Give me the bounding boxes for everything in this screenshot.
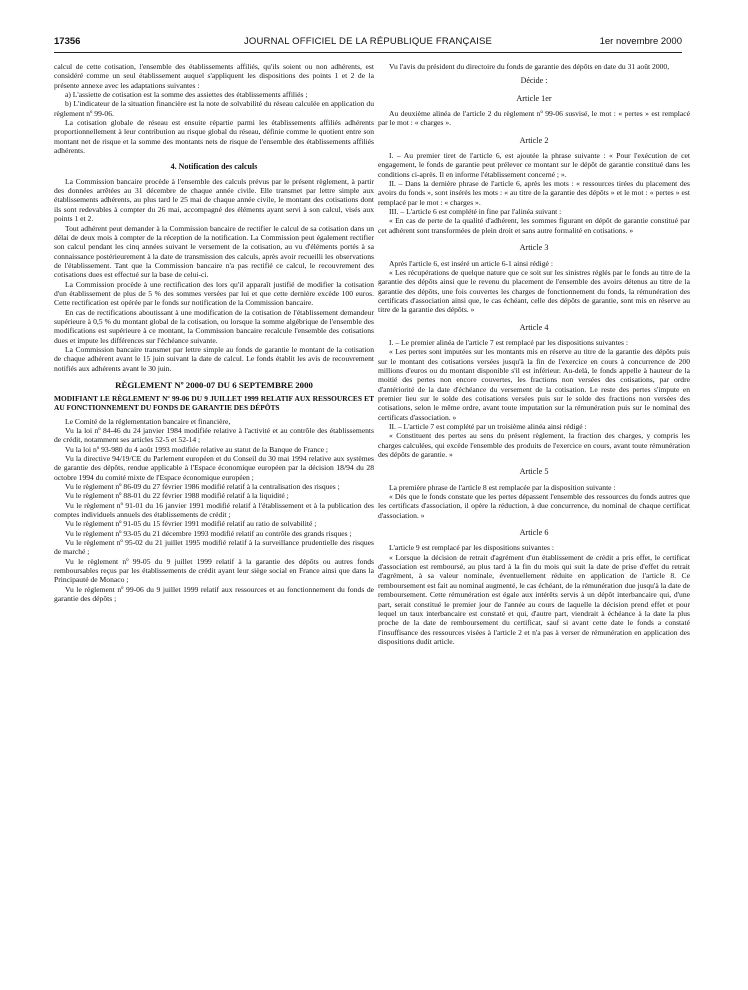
visa-item: Vu le règlement nº 99-05 du 9 juillet 1999 relatif à la garantie des dépôts ou autres fonds remboursables reçus par les établissements de crédit ayant leur siège social en France ainsi que dans la Principauté de Monaco ; bbox=[54, 556, 374, 585]
visa-item: Vu la loi nº 93-980 du 4 août 1993 modifiée relative au statut de la Banque de France ; bbox=[65, 444, 328, 454]
article-3-title: Article 3 bbox=[519, 243, 549, 253]
paragraph: b) L'indicateur de la situation financière est la note de solvabilité du réseau calculée en application du règlement nº 99-06. bbox=[54, 99, 374, 118]
paragraph: « Dès que le fonds constate que les pertes dépassent l'ensemble des ressources du fonds autres que les certificats d'association, il opère la réduction, à due concurrence, du nominal de chaque certificat d'association. » bbox=[378, 492, 690, 520]
paragraph: « Les pertes sont imputées sur les montants mis en réserve au titre de la garantie des dépôts puis sur le montant des cotisations versées jusqu'à la fin de l'exercice en cours à concurrence de 200 millions d'euros ou du montant disponible s'il est inférieur. Au-delà, le fonds appelle à hauteur de la moitié des pertes non encore couvertes, les fractions non versées des cotisations, par ordre d'antériorité de la date d'échéance du versement de la cotisation. Le reste des pertes s'impute en premier lieu sur le solde des cotisations versées puis sur le solde des fractions non versées des cotisations, selon le même ordre, avant toute imputation sur la rémunération puis sur le nominal des certificats d'association. » bbox=[378, 347, 690, 422]
publication-date: 1er novembre 2000 bbox=[599, 36, 682, 47]
paragraph: calcul de cette cotisation, l'ensemble des établissements affiliés, qu'ils soient ou non adhérents, est considéré comme un seul établissement auquel s'appliquent les dispositions des points 1 et 2 de la présente annexe avec les adaptations suivantes : bbox=[54, 62, 374, 90]
paragraph: La première phrase de l'article 8 est remplacée par la disposition suivante : bbox=[389, 482, 616, 492]
visa-item: Vu le règlement nº 86-09 du 27 février 1986 modifié relatif à la centralisation des risques ; bbox=[65, 481, 340, 491]
visa-item: Vu le règlement nº 93-05 du 21 décembre 1993 modifié relatif au contrôle des grands risques ; bbox=[65, 528, 352, 538]
paragraph: L'article 9 est remplacé par les dispositions suivantes : bbox=[389, 543, 555, 553]
paragraph: La cotisation globale de réseau est ensuite répartie parmi les établissements affiliés adhérents proportionnellement à leur contribution au risque global du réseau, définie comme le quotient entre son montant net de risque et la somme des montants nets de risque de l'ensemble des établissements affiliés adhérents. bbox=[54, 118, 374, 156]
paragraph: « Les récupérations de quelque nature que ce soit sur les sinistres réglés par le fonds au titre de la garantie des dépôts ainsi que le revenu du placement de l'ensemble des avoirs détenus au titre de la garantie des dépôts, une fois couvertes les charges de fonctionnement du fonds, la rémunération des certificats d'association ainsi que, le cas échéant, celle des dépôts de garantie, sont mis en réserve au titre de la garantie des dépôts. » bbox=[378, 267, 690, 315]
visa-item: Vu la loi nº 84-46 du 24 janvier 1984 modifiée relative à l'activité et au contrôle des établissements de crédit, notamment ses articles 52-5 et 52-14 ; bbox=[54, 425, 374, 445]
visa-item: Vu le règlement nº 99-06 du 9 juillet 1999 relatif aux ressources et au fonctionnement du fonds de garantie des dépôts ; bbox=[54, 584, 374, 604]
paragraph: En cas de rectifications aboutissant à une modification de la cotisation de l'établissement demandeur supérieure à 0,5 % du montant global de la cotisation, ou lorsque la somme algébrique de l'ensemble des modifications est supérieure à ce montant, la Commission bancaire recalcule l'ensemble des cotisations dues et impute les différences sur l'échéance suivante. bbox=[54, 307, 374, 345]
paragraph: a) L'assiette de cotisation est la somme des assiettes des établissements affiliés ; bbox=[65, 90, 308, 100]
paragraph: Au deuxième alinéa de l'article 2 du règlement nº 99-06 susvisé, le mot : « pertes » est remplacé par le mot : « charges ». bbox=[378, 109, 690, 128]
paragraph: II. – Dans la dernière phrase de l'article 6, après les mots : « ressources tirées du placement des avoirs du fonds », sont insérés les mots : « au titre de la garantie des dépôts » et le mot : « pertes » est remplacé par le mot : « charges ». bbox=[378, 179, 690, 207]
paragraph: III. – L'article 6 est complété in fine par l'alinéa suivant : bbox=[389, 207, 562, 217]
visa-item: Vu l'avis du président du directoire du fonds de garantie des dépôts en date du 31 août 2000, bbox=[389, 62, 670, 71]
paragraph: La Commission bancaire transmet par lettre simple au fonds de garantie le montant de la cotisation de chaque adhérent avant le 15 juin suivant la date de calcul. Le fonds établit les avis de recouvrement notifiés aux adhérents avant le 30 juin. bbox=[54, 344, 374, 373]
page-header bbox=[54, 36, 682, 52]
paragraph: Tout adhérent peut demander à la Commission bancaire de rectifier le calcul de sa cotisation dans un délai de deux mois à compter de la réception de la notification. La Commission peut également rectifier son calcul pendant les cinq années suivant le versement de la cotisation, au vu d'éléments portés à sa connaissance postérieurement à la date de transmission des calculs, après avoir recueilli les observations de l'établissement. Tant que la Commission bancaire n'a pas rectifié ce calcul, le recouvrement des cotisations dues est effectué sur la base de celui-ci. bbox=[54, 223, 374, 280]
paragraph: I. – Le premier alinéa de l'article 7 est remplacé par les dispositions suivantes : bbox=[389, 337, 629, 347]
journal-title: JOURNAL OFFICIEL DE LA RÉPUBLIQUE FRANÇAISE bbox=[243, 36, 493, 47]
paragraph: La Commission bancaire procède à l'ensemble des calculs prévus par le présent règlement, à partir des données arrêtées au 31 décembre de chaque année civile. Elle transmet par lettre simple aux établissements adhérents, au plus tard le 25 mai de chaque année civile, le montant des cotisations dont ils sont redevables à compter du 26 mai, accompagné des éléments ayant servi à son calcul, visés aux points 1 et 2. bbox=[54, 176, 374, 224]
visa-item: Vu le règlement nº 91-01 du 16 janvier 1991 modifié relatif à l'établissement et à la publication des comptes individuels annuels des établissements de crédit ; bbox=[54, 500, 374, 519]
paragraph: II. – L'article 7 est complété par un troisième alinéa ainsi rédigé : bbox=[389, 422, 587, 431]
header-rule bbox=[54, 52, 682, 53]
article-1-title: Article 1er bbox=[516, 93, 552, 103]
paragraph: I. – Au premier tiret de l'article 6, est ajoutée la phrase suivante : « Pour l'exécution de cet engagement, le fonds de garantie peut prélever ce montant sur le dépôt de garantie constitué dans les conditions ci-après. Il en informe l'établissement concerné ; ». bbox=[378, 151, 690, 179]
paragraph: Après l'article 6, est inséré un article 6-1 ainsi rédigé : bbox=[389, 258, 553, 268]
article-5-title: Article 5 bbox=[519, 467, 549, 477]
right-column bbox=[378, 62, 690, 646]
visa-item: Vu la directive 94/19/CE du Parlement européen et du Conseil du 30 mai 1994 relative aux systèmes de garantie des dépôts, rendue applicable à l'Espace économique européen par la décision 18/94 du 28 octobre 1994 du comité mixte de l'Espace économique européen ; bbox=[54, 453, 374, 482]
paragraph: « Constituent des pertes au sens du présent règlement, la fraction des charges, y compris les charges calculées, qui excède l'ensemble des produits de l'exercice en cours, avant toute rémunération des dépôts de garantie. » bbox=[378, 431, 690, 460]
page-number: 17356 bbox=[54, 36, 81, 47]
paragraph: « Lorsque la décision de retrait d'agrément d'un établissement de crédit a pris effet, le certificat d'association est remboursé, au plus tard à la fin du mois qui suit la date de prise d'effet du retrait d'agrément, à sa valeur nominale, éventuellement réduite en application de l'article 8. Ce remboursement est fait au nominal augmenté, le cas échéant, de la rémunération due jusqu'à la date de remboursement. Cette rémunération est égale aux intérêts servis à un dépôt interbancaire qui, d'une part, serait constitué le premier jour de l'année au cours de laquelle la décision prend effet et pour lequel un taux interbancaire est constaté et qui, d'autre part, viendrait à échéance à la date la plus proche de la date de remboursement du certificat, sauf si avant cette date le fonds a constaté l'insuffisance des ressources visées à l'article 2 et n'a pas à verser de rémunération en application des dispositions dudit article. bbox=[378, 552, 690, 646]
visa-item: Vu le règlement nº 88-01 du 22 février 1988 modifié relatif à la liquidité ; bbox=[65, 491, 289, 501]
article-6-title: Article 6 bbox=[519, 528, 549, 538]
regulation-title: RÈGLEMENT Nº 2000-07 DU 6 SEPTEMBRE 2000 bbox=[115, 380, 313, 390]
left-column bbox=[54, 62, 374, 603]
paragraph: « En cas de perte de la qualité d'adhérent, les sommes figurant en dépôt de garantie constitué par cet adhérent sont transformées de plein droit et sans autre formalité en cotisations. » bbox=[378, 216, 690, 235]
paragraph: La Commission procède à une rectification des lors qu'il apparaît justifié de modifier la cotisation d'un établissement de plus de 5 % des sommes versées par lui et que cette dernière excède 100 euros. Cette rectification est opérée par le fonds sur notification de la Commission bancaire. bbox=[54, 279, 374, 308]
article-2-title: Article 2 bbox=[519, 135, 549, 145]
decide-heading: Décide : bbox=[520, 76, 548, 86]
article-4-title: Article 4 bbox=[519, 322, 549, 332]
paragraph: Le Comité de la réglementation bancaire et financière, bbox=[65, 416, 231, 426]
regulation-subtitle: MODIFIANT LE RÈGLEMENT Nº 99-06 DU 9 JUILLET 1999 RELATIF AUX RESSOURCES ET AU FONCTIONNEMENT DU FONDS DE GARANTIE DES DÉPÔTS bbox=[54, 394, 374, 412]
visa-item: Vu le règlement nº 95-02 du 21 juillet 1995 modifié relatif à la surveillance prudentielle des risques de marché ; bbox=[54, 538, 374, 557]
visa-item: Vu le règlement nº 91-05 du 15 février 1991 modifié relatif au ratio de solvabilité ; bbox=[65, 519, 317, 529]
section-title: 4. Notification des calculs bbox=[170, 162, 258, 172]
